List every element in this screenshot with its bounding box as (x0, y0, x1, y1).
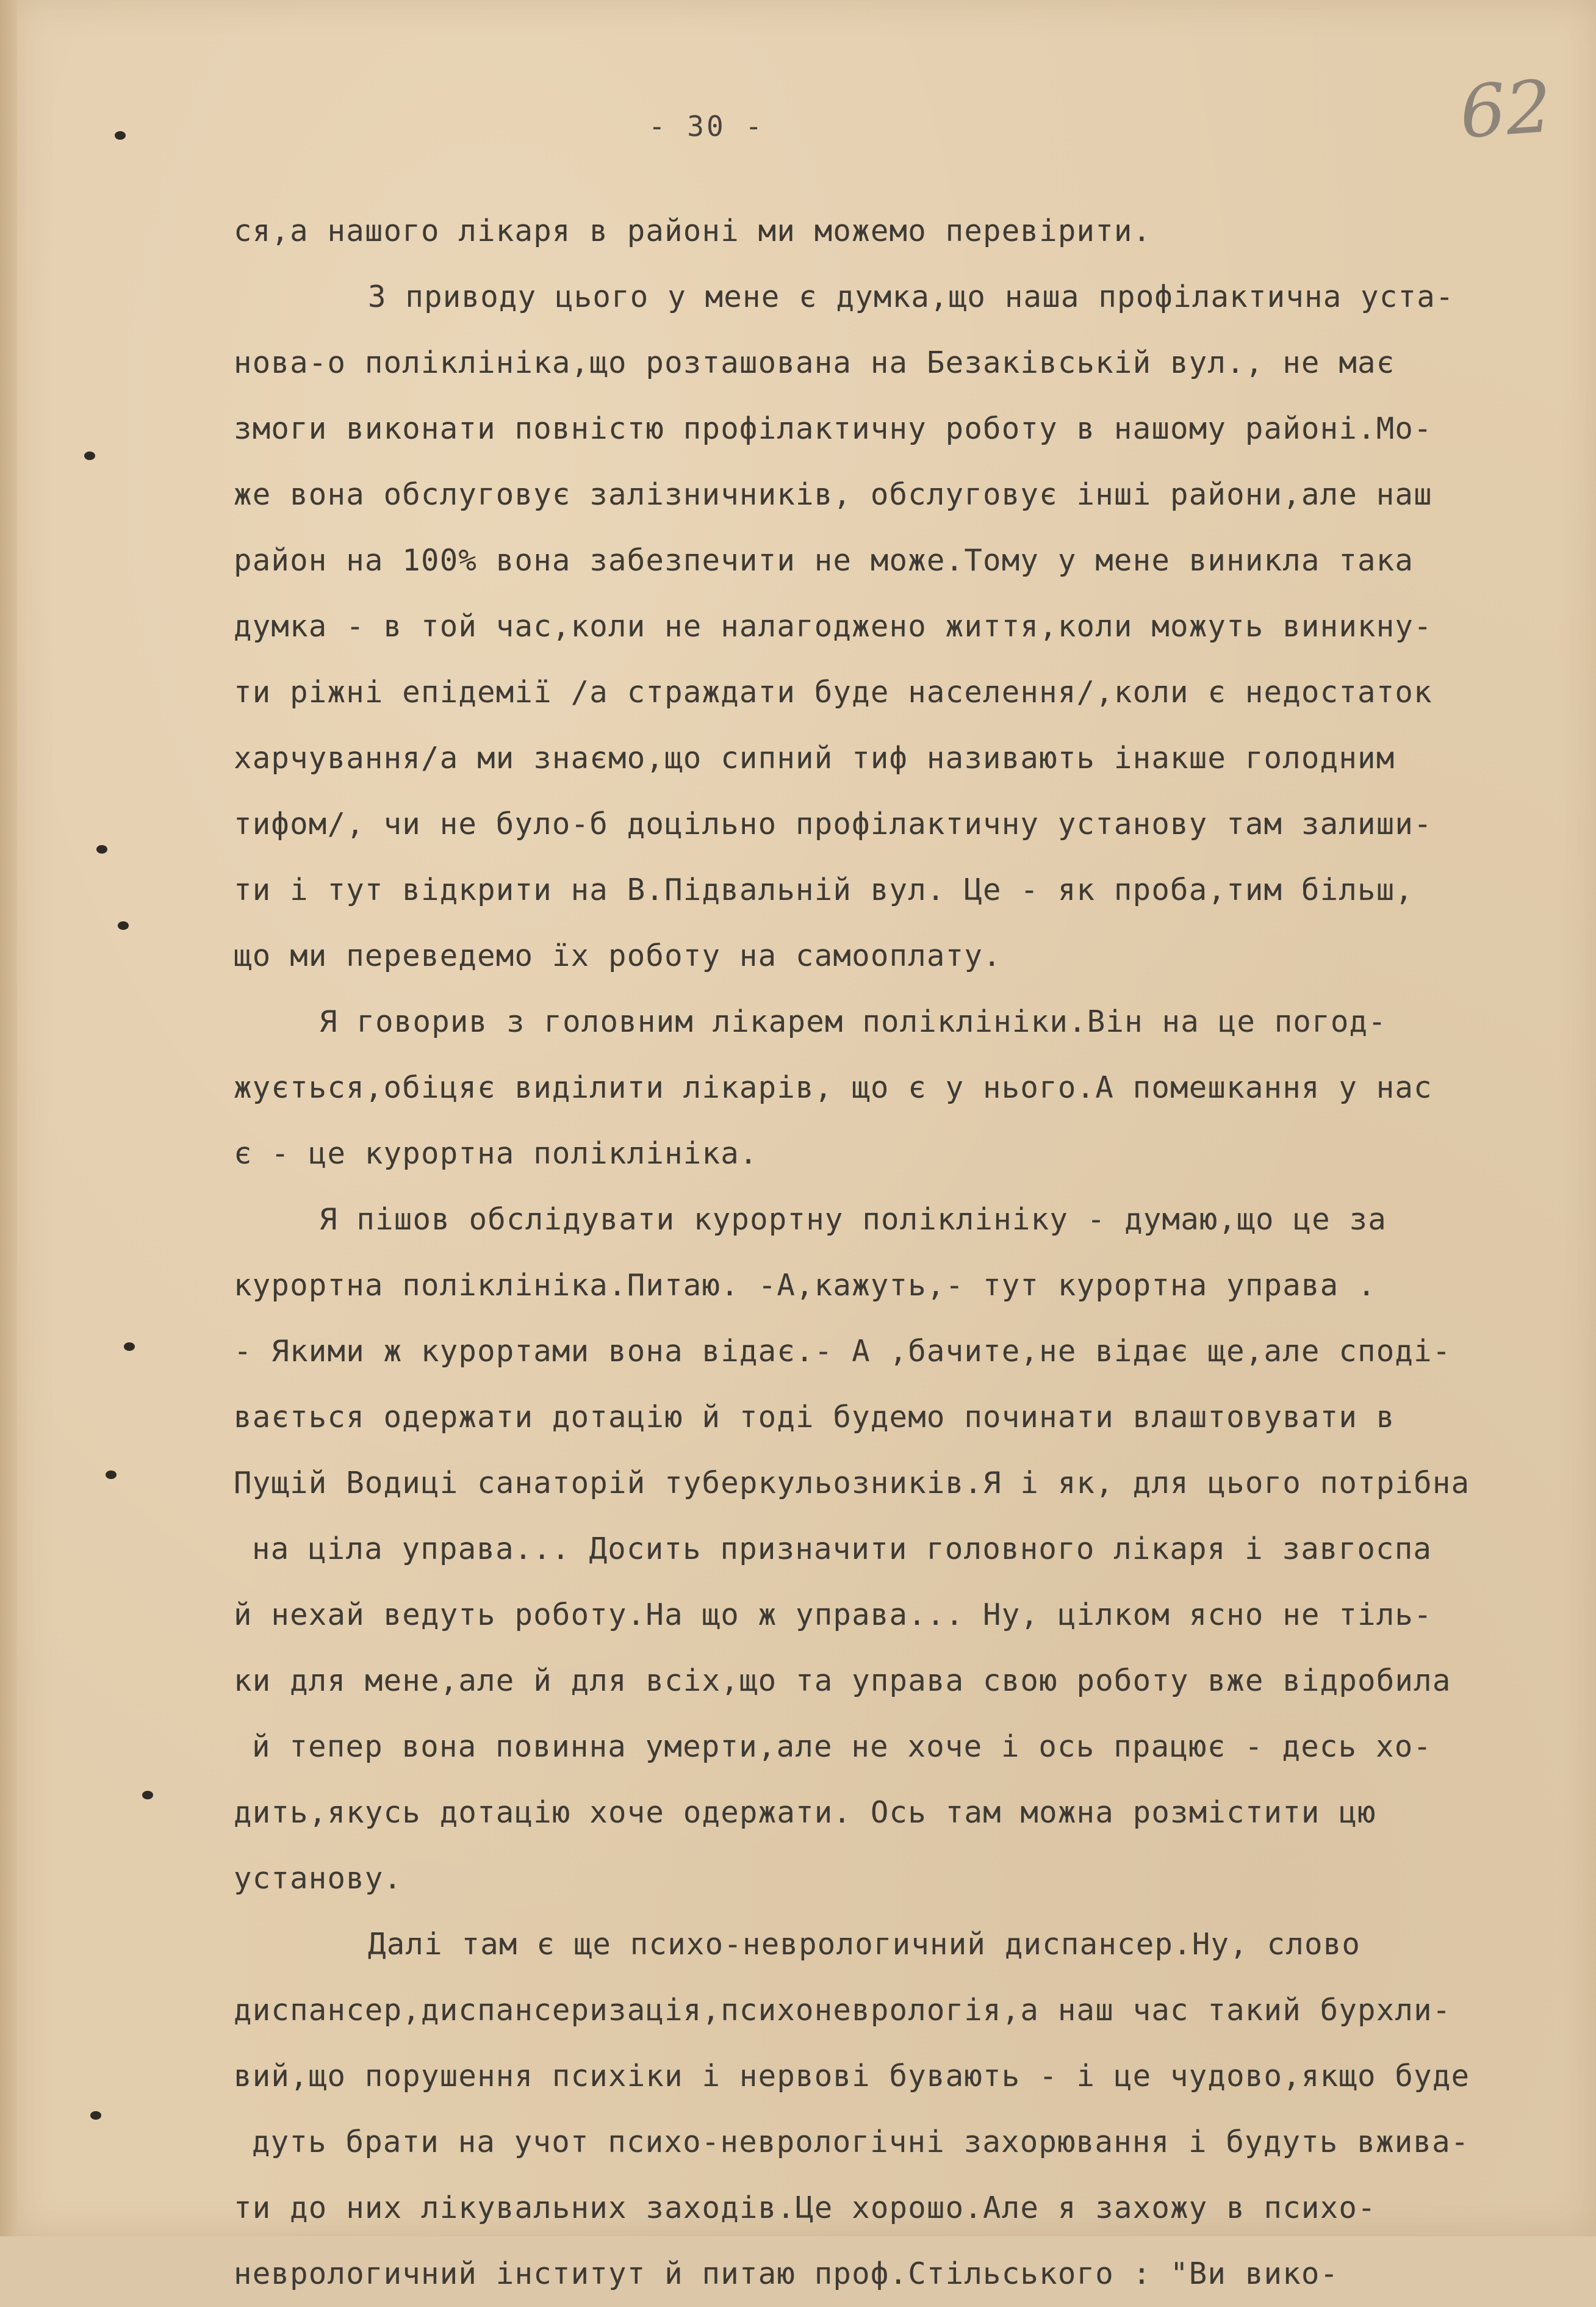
text-line: що ми переведемо їх роботу на самооплату. (234, 938, 1002, 973)
text-line: дуть брати на учот психо-неврологічні захорювання і будуть вжива- (252, 2125, 1470, 2159)
document-sheet (17, 0, 1596, 2291)
binder-hole (118, 921, 129, 930)
text-line: думка - в той час,коли не налагоджено життя,коли можуть виникну- (234, 609, 1432, 644)
text-line: Далі там є ще психо-неврологичний диспансер.Ну, слово (368, 1927, 1361, 1962)
binder-hole (84, 452, 95, 460)
text-line: вий,що порушення психіки і нервові бувають - і це чудово,якщо буде (234, 2059, 1470, 2093)
text-line: ки для мене,але й для всіх,що та управа свою роботу вже відробила (234, 1663, 1451, 1698)
text-line: ти і тут відкрити на В.Підвальній вул. Це - як проба,тим більш, (234, 873, 1414, 907)
text-line: нова-о поліклініка,що розташована на Безаківській вул., не має (234, 345, 1395, 380)
text-line: Пущій Водиці санаторій туберкульозників.Я і як, для цього потрібна (234, 1466, 1470, 1500)
text-line: Я говорив з головним лікарем поліклініки.Він на це погод- (319, 1004, 1387, 1039)
text-line: район на 100% вона забезпечити не може.Тому у мене виникла така (234, 543, 1414, 578)
text-line: жується,обіцяє виділити лікарів, що є у нього.А помешкання у нас (234, 1070, 1432, 1105)
binder-hole (115, 131, 126, 140)
binder-hole (106, 1470, 117, 1479)
binder-hole (90, 2111, 101, 2120)
text-line: установу. (234, 1861, 403, 1896)
text-line: на ціла управа... Досить призначити головного лікаря і завгоспа (252, 1531, 1432, 1566)
binder-hole (124, 1342, 135, 1351)
text-line: Я пішов обслідувати курортну поліклініку - думаю,що це за (319, 1202, 1387, 1237)
page-left-edge (0, 0, 18, 2236)
text-line: є - це курортна поліклініка. (234, 1136, 758, 1171)
text-line: й тепер вона повинна умерти,але не хоче і ось працює - десь хо- (252, 1729, 1432, 1764)
text-line: диспансер,диспансеризація,психоневрологія,а наш час такий бурхли- (234, 1993, 1451, 2028)
binder-hole (96, 845, 107, 854)
text-line: З приводу цього у мене є думка,що наша профілактична уста- (368, 279, 1454, 314)
text-line: дить,якусь дотацію хоче одержати. Ось там можна розмістити цю (234, 1795, 1376, 1830)
text-line: змоги виконати повністю профілактичну роботу в нашому районі.Мо- (234, 411, 1432, 446)
text-line: - Якими ж курортами вона відає.- А ,бачите,не відає ще,але споді- (234, 1334, 1451, 1369)
text-line: курортна поліклініка.Питаю. -А,кажуть,- тут курортна управа . (234, 1268, 1376, 1303)
text-line: же вона обслуговує залізничників, обслуговує інші райони,але наш (234, 477, 1432, 512)
typed-text-body (234, 198, 1576, 2307)
text-line: ти ріжні епідемії /а страждати буде населення/,коли є недостаток (234, 675, 1432, 710)
text-line: ся,а нашого лікаря в районі ми можемо перевірити. (234, 214, 1152, 248)
archive-folio-number: 62 (1457, 63, 1555, 155)
text-line: й нехай ведуть роботу.На що ж управа... Ну, цілком ясно не тіль- (234, 1597, 1432, 1632)
text-line: ти до них лікувальних заходів.Це хорошо.Але я захожу в психо- (234, 2190, 1376, 2225)
text-line: неврологичний інститут й питаю проф.Стільського : "Ви вико- (234, 2256, 1339, 2291)
text-line: харчування/а ми знаємо,що сипний тиф називають інакше голодним (234, 741, 1395, 776)
page-number: - 30 - (648, 110, 765, 143)
binder-hole (142, 1791, 153, 1799)
text-line: вається одержати дотацію й тоді будемо починати влаштовувати в (234, 1400, 1395, 1434)
text-line: тифом/, чи не було-б доцільно профілактичну установу там залиши- (234, 807, 1432, 841)
